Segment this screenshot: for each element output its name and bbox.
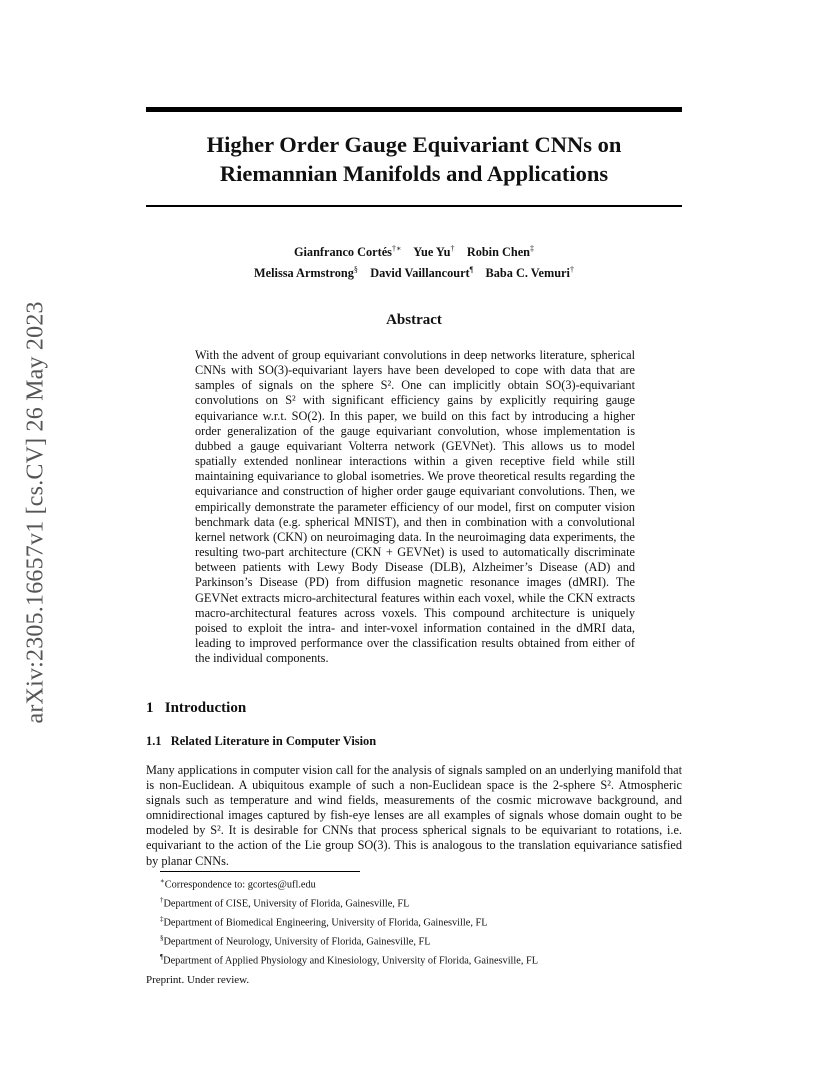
author-name: Baba C. Vemuri: [485, 266, 570, 281]
section-heading-introduction: 1 Introduction: [146, 700, 247, 716]
footnote: [160, 874, 680, 893]
author-name: Yue Yu: [413, 245, 451, 260]
footnote: [160, 931, 680, 950]
title-line-2: Riemannian Manifolds and Applications: [219, 161, 609, 186]
footnote-rule: [160, 871, 360, 872]
authors-line-1: [146, 240, 682, 261]
footnote-mark: †: [160, 896, 164, 905]
footnote: [160, 950, 680, 969]
footnote-mark: ‡: [160, 915, 164, 924]
title-top-rule: [146, 107, 682, 112]
subsection-heading-related-literature: 1.1 Related Literature in Computer Vision: [146, 734, 377, 748]
author-affiliation-mark: ‡: [530, 244, 535, 253]
title-line-1: Higher Order Gauge Equivariant CNNs on: [206, 132, 622, 157]
author-name: Gianfranco Cortés: [293, 245, 392, 260]
arxiv-identifier: arXiv:2305.16657v1 [cs.CV] 26 May 2023: [22, 301, 49, 724]
authors-line-2: [146, 261, 682, 282]
footnote-text: Department of CISE, University of Florida, Gainesville, FL: [163, 898, 410, 910]
abstract-body: With the advent of group equivariant convolutions in deep networks literature, spherical CNNs with SO(3)-equivariant layers have been developed to cope with data that are samples of signals on the sphere S². One can implicitly obtain SO(3)-equivariant convolutions on S² with significant efficiency gains by explicitly requiring gauge equivariance w.r.t. SO(2). In this paper, we build on this fact by introducing a higher order generalization of the gauge equivariant convolution, whose implementation is dubbed a gauge equivariant Volterra network (GEVNet). This allows us to model spatially extended nonlinear interactions within a given receptive field while still maintaining equivariance to global isometries. We prove theoretical results regarding the equivariance and construction of higher order gauge equivariant convolutions. Then, we empirically demonstrate the parameter efficiency of our model, first on computer vision benchmark data (e.g. spherical MNIST), and then in combination with a convolutional kernel network (CKN) on neuroimaging data. In the neuroimaging data experiments, the resulting two-part architecture (CKN + GEVNet) is used to automatically discriminate between patients with Lewy Body Disease (DLB), Alzheimer’s Disease (AD) and Parkinson’s Disease (PD) from diffusion magnetic resonance images (dMRI). The GEVNet extracts micro-architectural features within each voxel, while the CKN extracts macro-architectural features across voxels. This compound architecture is uniquely poised to exploit the intra- and inter-voxel information contained in the dMRI data, leading to improved performance over the classification results obtained from either of the individual components.: [195, 348, 635, 666]
author-affiliation-mark: ¶: [469, 265, 474, 275]
author-name: Robin Chen: [466, 245, 531, 260]
author-name: Melissa Armstrong: [254, 266, 354, 281]
footnotes: [160, 874, 680, 969]
footnote-text: Department of Neurology, University of Florida, Gainesville, FL: [163, 936, 431, 948]
footnote-mark: ∗: [160, 877, 165, 885]
author-affiliation-mark: †∗: [391, 244, 402, 253]
footnote: [160, 893, 680, 912]
author-list: [146, 240, 682, 282]
paper-title: [146, 130, 682, 188]
footnote-text: Department of Biomedical Engineering, University of Florida, Gainesville, FL: [163, 917, 488, 929]
footnote-text: Correspondence to: gcortes@ufl.edu: [164, 879, 316, 891]
author-affiliation-mark: †: [569, 265, 574, 275]
footnote: [160, 912, 680, 931]
title-bottom-rule: [146, 205, 682, 207]
abstract-heading: Abstract: [386, 312, 442, 328]
author-name: David Vaillancourt: [370, 266, 470, 281]
author-affiliation-mark: §: [353, 265, 358, 275]
author-affiliation-mark: †: [450, 244, 455, 253]
preprint-note: Preprint. Under review.: [146, 974, 250, 986]
footnote-mark: ¶: [160, 953, 164, 962]
footnote-mark: §: [160, 934, 164, 943]
introduction-paragraph: Many applications in computer vision call for the analysis of signals sampled on an underlying manifold that is non-Euclidean. A ubiquitous example of such a non-Euclidean space is the 2-sphere S². Atmospheric signals such as temperature and wind fields, measurements of the cosmic microwave background, and omnidirectional images captured by fish-eye lenses are all examples of signals whose domain ought to be modeled by S². It is desirable for CNNs that process spherical signals to be equivariant to rotations, i.e. equivariant to the action of the Lie group SO(3). This is analogous to the translation equivariance satisfied by planar CNNs.: [146, 763, 682, 868]
footnote-text: Department of Applied Physiology and Kinesiology, University of Florida, Gainesville, FL: [163, 955, 539, 967]
